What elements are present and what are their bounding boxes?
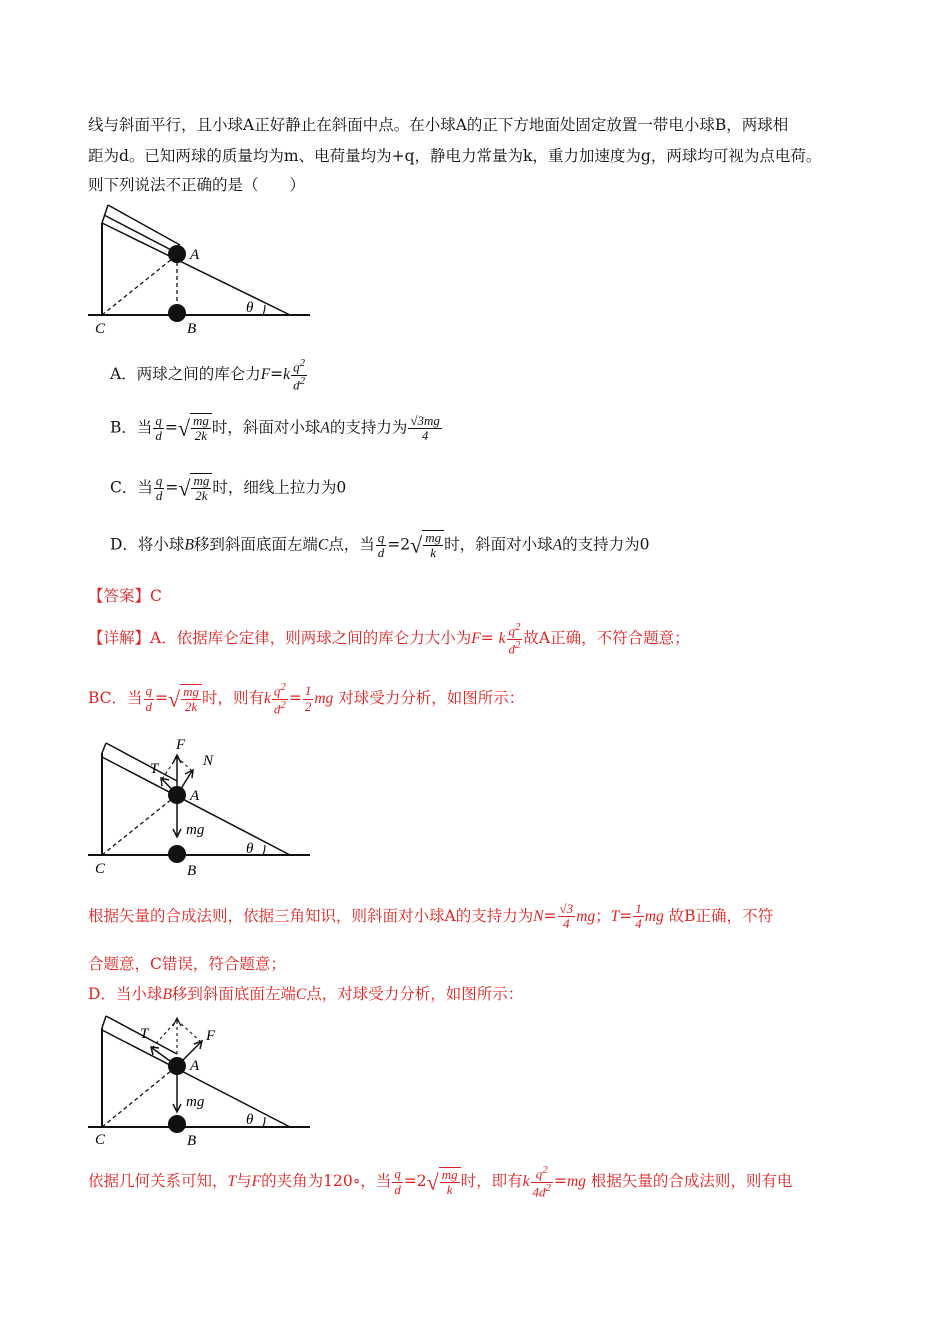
detail-a-line: 【详解】A．依据库仑定律，则两球之间的库仑力大小为F= k $\frac{q^2}{d^2}$ 故A正确，不符合题意； bbox=[88, 621, 690, 656]
option-d-pre: D．将小球 bbox=[110, 535, 185, 554]
detail-tag: 【详解】 bbox=[88, 629, 151, 648]
force-figure-3 bbox=[80, 1010, 320, 1150]
fig3-label-theta: θ bbox=[246, 1112, 254, 1128]
question-line-1: 线与斜面平行，且小球A正好静止在斜面中点。在小球A的正下方地面处固定放置一带电小球B，两球相 bbox=[88, 116, 789, 134]
fig2-label-C: C bbox=[95, 861, 106, 877]
option-a: A．两球之间的库仑力F=k $\frac{q^2}{d^2}$ bbox=[110, 357, 305, 392]
detail-last-mid2: 时，即有 bbox=[460, 1172, 523, 1191]
detail-last-mid: 的夹角为120∘，当 bbox=[261, 1172, 392, 1191]
fig3-label-mg: mg bbox=[186, 1094, 205, 1110]
detail-last-end: 根据矢量的合成法则，则有电 bbox=[590, 1172, 793, 1191]
option-b-mid: 时，斜面对小球 bbox=[211, 418, 321, 437]
option-c-pre: C．当 bbox=[110, 478, 153, 497]
option-b: B．当 $\frac{q}{d}$ =√ $\frac{mg}{2k}$ 时，斜面对小球A的支持力为 $\frac{√3mg}{4}$ bbox=[110, 412, 440, 444]
fig2-label-N: N bbox=[203, 753, 214, 769]
answer-value: C bbox=[150, 587, 162, 605]
fig2-label-T: T bbox=[150, 761, 159, 777]
fig2-label-A: A bbox=[190, 788, 200, 804]
detail-bc-pre: BC．当 bbox=[88, 689, 143, 708]
incline-figure-1 bbox=[80, 195, 320, 340]
fig2-label-B: B bbox=[187, 863, 197, 879]
detail-bc-line: BC．当 $\frac{q}{d}$ =√ $\frac{mg}{2k}$ 时，则有k $\frac{q^2}{d^2}$ = $\frac{1}{2}$ mg 对球受力分析，如图所示： bbox=[88, 681, 525, 716]
option-d-mid2: 点，当 bbox=[328, 535, 375, 554]
option-a-text: A．两球之间的库仑力 bbox=[110, 365, 261, 384]
option-d-end: 的支持力为0 bbox=[562, 535, 650, 554]
option-b-post: 的支持力为 bbox=[329, 418, 408, 437]
detail-bc-mid: 时，则有 bbox=[202, 689, 265, 708]
detail-n-end: 故B正确，不符 bbox=[668, 906, 774, 925]
fig1-label-theta: θ bbox=[246, 300, 254, 316]
answer-line bbox=[88, 589, 162, 605]
fig2-label-theta: θ bbox=[246, 841, 254, 857]
fig2-label-mg: mg bbox=[186, 822, 205, 838]
detail-last-pre: 依据几何关系可知， bbox=[88, 1172, 228, 1191]
question-line-2: 距为d。已知两球的质量均为m、电荷量均为+q，静电力常量为k，重力加速度为g，两球均可视为点电荷。 bbox=[88, 147, 822, 165]
detail-last-line: 依据几何关系可知，T与F的夹角为120∘，当 $\frac{q}{d}$ =2√ $\frac{mg}{k}$ 时，即有k $\frac{q^2}{4d^2}$ =mg 根据矢量的合成法则，则有电 bbox=[88, 1164, 793, 1199]
question-line-3: 则下列说法不正确的是（ ） bbox=[88, 176, 306, 194]
detail-n-text: 根据矢量的合成法则，依据三角知识，则斜面对小球A的支持力为 bbox=[88, 906, 534, 925]
option-d-mid: 移到斜面底面左端 bbox=[193, 535, 318, 554]
detail-a-end: 故A正确，不符合题意； bbox=[523, 629, 690, 648]
fig1-label-B: B bbox=[187, 321, 197, 337]
detail-d-line: D．当小球B移到斜面底面左端C点，对球受力分析，如图所示： bbox=[88, 985, 524, 1003]
fig1-label-A: A bbox=[190, 247, 200, 263]
force-figure-2 bbox=[80, 735, 320, 885]
fig3-label-C: C bbox=[95, 1132, 106, 1148]
fig1-label-C: C bbox=[95, 321, 106, 337]
answer-tag: 【答案】 bbox=[88, 587, 151, 605]
detail-d-text3: 点，对球受力分析，如图所示： bbox=[306, 985, 524, 1003]
detail-d-text1: D．当小球 bbox=[88, 985, 163, 1003]
detail-n-line-1: 根据矢量的合成法则，依据三角知识，则斜面对小球A的支持力为N= $\frac{√3}{4}$ mg；T= $\frac{1}{4}$ mg 故B正确，不符 bbox=[88, 901, 774, 932]
option-d-post: 时，斜面对小球 bbox=[444, 535, 553, 554]
fig2-label-F: F bbox=[176, 737, 186, 753]
option-c-post: 时，细线上拉力为0 bbox=[212, 478, 347, 497]
fig3-label-T: T bbox=[140, 1026, 149, 1042]
option-b-pre: B．当 bbox=[110, 418, 153, 437]
fig3-label-B: B bbox=[187, 1133, 197, 1149]
option-c: C．当 $\frac{q}{d}$ =√ $\frac{mg}{2k}$ 时，细线上拉力为0 bbox=[110, 472, 347, 504]
fig3-label-A: A bbox=[190, 1058, 200, 1074]
detail-d-text2: 移到斜面底面左端 bbox=[171, 985, 296, 1003]
detail-n-line-2: 合题意，C错误，符合题意； bbox=[88, 955, 286, 973]
fig3-label-F: F bbox=[206, 1028, 216, 1044]
option-d: D．将小球B移到斜面底面左端C点，当 $\frac{q}{d}$ =2√ $\frac{mg}{k}$ 时，斜面对小球A的支持力为0 bbox=[110, 529, 650, 561]
detail-bc-post: 对球受力分析，如图所示： bbox=[338, 689, 525, 708]
detail-a-text: A．依据库仑定律，则两球之间的库仑力大小为 bbox=[150, 629, 472, 648]
